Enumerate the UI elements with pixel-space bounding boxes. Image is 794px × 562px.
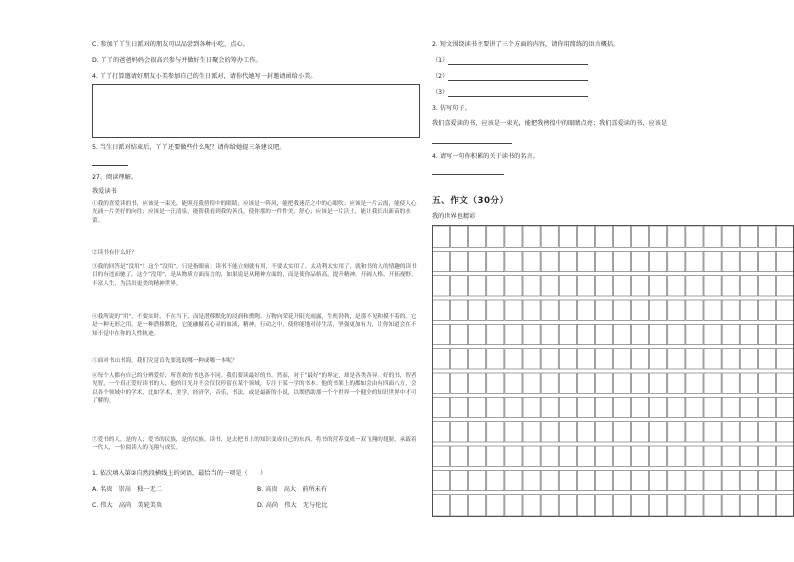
- grid-cell[interactable]: [614, 226, 631, 247]
- grid-cell[interactable]: [632, 226, 649, 247]
- grid-cell[interactable]: [722, 251, 739, 271]
- grid-cell[interactable]: [758, 226, 775, 247]
- grid-cell[interactable]: [541, 349, 558, 369]
- grid-cell[interactable]: [595, 373, 612, 393]
- grid-cell[interactable]: [632, 470, 649, 490]
- answer-line[interactable]: [448, 80, 588, 81]
- grid-cell[interactable]: [722, 324, 739, 344]
- answer-item-2-label: （2）: [432, 73, 449, 80]
- grid-cell[interactable]: [541, 373, 558, 393]
- grid-cell[interactable]: [722, 495, 739, 516]
- grid-cell[interactable]: [704, 470, 721, 490]
- passage-title: 我爱读书: [92, 188, 117, 195]
- grid-cell[interactable]: [487, 251, 504, 271]
- grid-cell[interactable]: [686, 495, 703, 516]
- grid-cell[interactable]: [704, 226, 721, 247]
- grid-cell[interactable]: [758, 276, 775, 296]
- grid-cell[interactable]: [559, 373, 576, 393]
- answer-line[interactable]: [432, 136, 512, 144]
- grid-cell[interactable]: [487, 422, 504, 442]
- grid-cell[interactable]: [722, 276, 739, 296]
- grid-cell[interactable]: [559, 495, 576, 516]
- grid-cell[interactable]: [559, 251, 576, 271]
- grid-cell[interactable]: [469, 397, 486, 417]
- grid-cell[interactable]: [614, 470, 631, 490]
- grid-cell[interactable]: [451, 446, 468, 466]
- grid-cell[interactable]: [469, 422, 486, 442]
- grid-cell[interactable]: [577, 373, 594, 393]
- answer-line[interactable]: [448, 96, 588, 97]
- grid-cell[interactable]: [668, 276, 685, 296]
- grid-cell[interactable]: [614, 397, 631, 417]
- grid-cell[interactable]: [487, 470, 504, 490]
- grid-cell[interactable]: [559, 446, 576, 466]
- grid-cell[interactable]: [577, 422, 594, 442]
- composition-section-title: 五、作文（30分）: [432, 196, 509, 206]
- grid-cell[interactable]: [451, 251, 468, 271]
- grid-cell[interactable]: [541, 251, 558, 271]
- grid-cell[interactable]: [650, 324, 667, 344]
- grid-cell[interactable]: [595, 300, 612, 320]
- grid-cell[interactable]: [650, 276, 667, 296]
- grid-cell[interactable]: [469, 300, 486, 320]
- grid-cell[interactable]: [433, 226, 450, 247]
- grid-cell[interactable]: [650, 397, 667, 417]
- grid-cell[interactable]: [614, 373, 631, 393]
- grid-row[interactable]: [433, 495, 794, 516]
- grid-cell[interactable]: [577, 300, 594, 320]
- passage-paragraph-3: ③我的回答是“没用”！这个“没用”，只是指眼前：读书不能立刻就有用，不要太实用了。太功利太实用了，就和书的人的情趣的读书目的有违而驰了。这个“没用”，是从物质方面而言的，如果说是从精神方面的，而是使你品格高，提升精神、开阔人格、开拓视野、丰富人生，为活出更美的精神世界。: [92, 264, 417, 287]
- grid-cell[interactable]: [577, 251, 594, 271]
- grid-cell[interactable]: [559, 422, 576, 442]
- grid-cell[interactable]: [505, 397, 522, 417]
- grid-cell[interactable]: [595, 470, 612, 490]
- grid-cell[interactable]: [686, 373, 703, 393]
- grid-cell[interactable]: [577, 349, 594, 369]
- grid-cell[interactable]: [740, 470, 757, 490]
- grid-cell[interactable]: [541, 300, 558, 320]
- grid-cell[interactable]: [595, 251, 612, 271]
- grid-cell[interactable]: [541, 324, 558, 344]
- grid-cell[interactable]: [433, 276, 450, 296]
- grid-cell[interactable]: [740, 495, 757, 516]
- grid-cell[interactable]: [650, 470, 667, 490]
- grid-cell[interactable]: [632, 349, 649, 369]
- choice-b[interactable]: B. 高贵 高大 前所未有: [257, 486, 328, 493]
- grid-cell[interactable]: [668, 422, 685, 442]
- grid-cell[interactable]: [523, 251, 540, 271]
- grid-cell[interactable]: [541, 276, 558, 296]
- grid-cell[interactable]: [740, 300, 757, 320]
- grid-cell[interactable]: [740, 349, 757, 369]
- grid-cell[interactable]: [487, 276, 504, 296]
- grid-cell[interactable]: [686, 251, 703, 271]
- grid-cell[interactable]: [469, 324, 486, 344]
- choice-c[interactable]: C. 伟大 高尚 美轮美奂: [92, 502, 163, 509]
- grid-cell[interactable]: [650, 495, 667, 516]
- grid-cell[interactable]: [487, 349, 504, 369]
- grid-cell[interactable]: [577, 470, 594, 490]
- grid-row[interactable]: [433, 446, 794, 466]
- question-3: 3. 仿写句子。: [432, 105, 471, 112]
- grid-cell[interactable]: [740, 226, 757, 247]
- grid-cell[interactable]: [650, 422, 667, 442]
- grid-row[interactable]: [433, 300, 794, 320]
- grid-cell[interactable]: [433, 422, 450, 442]
- grid-cell[interactable]: [469, 470, 486, 490]
- grid-cell[interactable]: [451, 300, 468, 320]
- grid-cell[interactable]: [758, 397, 775, 417]
- grid-cell[interactable]: [740, 446, 757, 466]
- grid-cell[interactable]: [433, 349, 450, 369]
- grid-cell[interactable]: [776, 373, 793, 393]
- grid-cell[interactable]: [704, 397, 721, 417]
- grid-row[interactable]: [433, 324, 794, 344]
- grid-cell[interactable]: [577, 324, 594, 344]
- grid-cell[interactable]: [433, 446, 450, 466]
- grid-cell[interactable]: [595, 397, 612, 417]
- grid-cell[interactable]: [704, 446, 721, 466]
- grid-cell[interactable]: [740, 276, 757, 296]
- grid-cell[interactable]: [722, 446, 739, 466]
- grid-cell[interactable]: [686, 300, 703, 320]
- grid-cell[interactable]: [668, 397, 685, 417]
- composition-grid[interactable]: [432, 225, 794, 517]
- passage-paragraph-6: ⑥每个人都有自己的分辨爱好，所喜欢的书也各不同。我们要读最好的书。然而，对于“最好”的界定，却是各类各异。好的书，智者见智，一个真正爱好读书的人，他的目光并不会仅仅停留在某个领域，专注于某一学的书本。他的书架上的都如会由有四面八方，会以各个领域中的学术，比如学术，美学，经济学，音乐，书法，或是最新的小说，以期借助那一个个世界一个健全的知识世界中才可了解的。: [92, 373, 417, 405]
- grid-cell[interactable]: [758, 300, 775, 320]
- grid-cell[interactable]: [686, 470, 703, 490]
- grid-cell[interactable]: [559, 324, 576, 344]
- grid-cell[interactable]: [632, 251, 649, 271]
- grid-cell[interactable]: [704, 300, 721, 320]
- grid-cell[interactable]: [686, 397, 703, 417]
- grid-cell[interactable]: [595, 276, 612, 296]
- composition-prompt: 我的世界也精彩: [432, 213, 476, 220]
- grid-cell[interactable]: [650, 300, 667, 320]
- grid-cell[interactable]: [433, 397, 450, 417]
- section-27-title: 27、阅读理解。: [92, 174, 137, 181]
- grid-row[interactable]: [433, 422, 794, 442]
- grid-cell[interactable]: [650, 349, 667, 369]
- grid-cell[interactable]: [523, 495, 540, 516]
- grid-cell[interactable]: [505, 251, 522, 271]
- option-d: D. 丫丫的爸爸妈妈会很高兴参与并做好生日聚会的筹办工作。: [92, 57, 262, 64]
- grid-row[interactable]: [433, 470, 794, 490]
- grid-cell[interactable]: [451, 349, 468, 369]
- grid-cell[interactable]: [595, 226, 612, 247]
- grid-cell[interactable]: [776, 349, 793, 369]
- grid-cell[interactable]: [433, 300, 450, 320]
- grid-cell[interactable]: [614, 495, 631, 516]
- grid-cell[interactable]: [704, 349, 721, 369]
- grid-cell[interactable]: [758, 251, 775, 271]
- grid-cell[interactable]: [595, 324, 612, 344]
- grid-cell[interactable]: [668, 251, 685, 271]
- grid-cell[interactable]: [722, 226, 739, 247]
- grid-cell[interactable]: [758, 373, 775, 393]
- grid-cell[interactable]: [451, 226, 468, 247]
- grid-cell[interactable]: [776, 324, 793, 344]
- grid-cell[interactable]: [650, 373, 667, 393]
- passage-paragraph-1: ①我的喜爱读的书，应该是一束光，能照亮我徬徨中的眼睛；应该是一阵风，能把我迷茫之中的心眼吹；应该是一片云霞，能使人心光涌一片美好的向往；应该是一汪清泉，能帮我看到我的善良，使你那的一件件美、舒心；应该是一片沃土，能让我长出新苗的水蕾。: [92, 201, 417, 224]
- grid-cell[interactable]: [776, 276, 793, 296]
- grid-cell[interactable]: [541, 397, 558, 417]
- grid-cell[interactable]: [541, 495, 558, 516]
- grid-cell[interactable]: [577, 446, 594, 466]
- grid-cell[interactable]: [487, 373, 504, 393]
- answer-item-2[interactable]: [432, 73, 588, 81]
- grid-row[interactable]: [433, 251, 794, 271]
- grid-cell[interactable]: [577, 397, 594, 417]
- grid-cell[interactable]: [776, 470, 793, 490]
- answer-line[interactable]: [92, 158, 128, 166]
- grid-cell[interactable]: [559, 300, 576, 320]
- grid-cell[interactable]: [614, 276, 631, 296]
- grid-cell[interactable]: [505, 446, 522, 466]
- grid-cell[interactable]: [487, 397, 504, 417]
- grid-cell[interactable]: [523, 470, 540, 490]
- question-1: 1. 依次填入第②自然段横线上的词语，最恰当的一项是（ ）: [92, 470, 267, 477]
- answer-line[interactable]: [448, 64, 588, 65]
- grid-cell[interactable]: [704, 495, 721, 516]
- question-2: 2. 短文围绕读书主要讲了三个方面的内容，请你用简练的语言概括。: [432, 41, 620, 48]
- grid-cell[interactable]: [632, 276, 649, 296]
- grid-cell[interactable]: [433, 324, 450, 344]
- grid-cell[interactable]: [523, 276, 540, 296]
- grid-cell[interactable]: [523, 349, 540, 369]
- grid-cell[interactable]: [722, 373, 739, 393]
- grid-cell[interactable]: [704, 373, 721, 393]
- grid-cell[interactable]: [595, 446, 612, 466]
- grid-cell[interactable]: [632, 300, 649, 320]
- grid-cell[interactable]: [523, 397, 540, 417]
- grid-cell[interactable]: [505, 226, 522, 247]
- grid-cell[interactable]: [740, 397, 757, 417]
- grid-cell[interactable]: [614, 300, 631, 320]
- grid-cell[interactable]: [776, 300, 793, 320]
- grid-cell[interactable]: [686, 349, 703, 369]
- passage-paragraph-4: ④我所说的“用”，不要实时，不在当下，而是潜移默化的浸润和熏陶。万物向荣花开阳光雨露，生机勃勃，是那不见和摸不着的。它是一种无形之用，是一种潜移默化，它能融摄着心灵的血液，精神，行动之中，使你能地对待生活，坚强更加有力，让你知道会在不知不觉中在你的人性轨迹。: [92, 314, 417, 337]
- grid-cell[interactable]: [668, 349, 685, 369]
- grid-cell[interactable]: [668, 470, 685, 490]
- grid-cell[interactable]: [650, 446, 667, 466]
- grid-cell[interactable]: [559, 470, 576, 490]
- grid-row[interactable]: [433, 397, 794, 417]
- grid-cell[interactable]: [523, 300, 540, 320]
- answer-line[interactable]: [432, 167, 504, 175]
- grid-cell[interactable]: [686, 226, 703, 247]
- grid-cell[interactable]: [559, 276, 576, 296]
- grid-cell[interactable]: [451, 373, 468, 393]
- grid-cell[interactable]: [541, 226, 558, 247]
- grid-cell[interactable]: [487, 226, 504, 247]
- grid-cell[interactable]: [595, 495, 612, 516]
- grid-cell[interactable]: [433, 470, 450, 490]
- grid-cell[interactable]: [632, 397, 649, 417]
- choice-a[interactable]: A. 名贵 崇高 独一无二: [92, 486, 162, 493]
- grid-cell[interactable]: [722, 397, 739, 417]
- grid-cell[interactable]: [559, 397, 576, 417]
- grid-cell[interactable]: [505, 349, 522, 369]
- grid-cell[interactable]: [740, 373, 757, 393]
- option-c: C. 参加丫丫生日派对的朋友可以品尝到各种小吃、点心。: [92, 41, 249, 48]
- grid-cell[interactable]: [758, 422, 775, 442]
- grid-cell[interactable]: [523, 422, 540, 442]
- question-4-invitation: 4. 丫丫打算邀请好朋友小美参加自己的生日派对，请你代她写一封邀请函给小美。: [92, 73, 317, 80]
- grid-cell[interactable]: [614, 349, 631, 369]
- grid-row[interactable]: [433, 226, 794, 247]
- grid-cell[interactable]: [451, 324, 468, 344]
- grid-cell[interactable]: [776, 446, 793, 466]
- grid-cell[interactable]: [433, 495, 450, 516]
- grid-cell[interactable]: [523, 373, 540, 393]
- grid-cell[interactable]: [469, 446, 486, 466]
- answer-item-3-label: （3）: [432, 89, 449, 96]
- grid-cell[interactable]: [469, 276, 486, 296]
- grid-row[interactable]: [433, 349, 794, 369]
- grid-cell[interactable]: [505, 324, 522, 344]
- grid-cell[interactable]: [487, 324, 504, 344]
- answer-item-3[interactable]: [432, 89, 588, 97]
- grid-row[interactable]: [433, 276, 794, 296]
- grid-cell[interactable]: [758, 470, 775, 490]
- question-3-sentence: 我们喜爱读的书，应该是一束光，能把我徬徨中的眼睛点亮；我们喜爱读的书，应该是: [432, 120, 668, 127]
- grid-cell[interactable]: [758, 495, 775, 516]
- grid-cell[interactable]: [523, 446, 540, 466]
- grid-cell[interactable]: [541, 422, 558, 442]
- grid-cell[interactable]: [740, 251, 757, 271]
- passage-paragraph-5: ⑤面对书山书海，我们究竟首先要选取哪一种或哪一本呢？: [92, 358, 238, 364]
- grid-cell[interactable]: [451, 422, 468, 442]
- question-4-quote: 4. 请写一句你积累的关于读书的名言。: [432, 153, 539, 160]
- grid-cell[interactable]: [505, 422, 522, 442]
- grid-cell[interactable]: [758, 349, 775, 369]
- grid-cell[interactable]: [433, 251, 450, 271]
- grid-cell[interactable]: [469, 251, 486, 271]
- grid-cell[interactable]: [704, 276, 721, 296]
- grid-cell[interactable]: [758, 324, 775, 344]
- grid-cell[interactable]: [451, 397, 468, 417]
- grid-cell[interactable]: [668, 324, 685, 344]
- answer-item-1[interactable]: [432, 57, 588, 65]
- grid-cell[interactable]: [577, 276, 594, 296]
- grid-cell[interactable]: [614, 251, 631, 271]
- grid-cell[interactable]: [632, 373, 649, 393]
- grid-cell[interactable]: [505, 276, 522, 296]
- grid-cell[interactable]: [722, 300, 739, 320]
- choice-d[interactable]: D. 高尚 伟大 无与伦比: [257, 502, 328, 509]
- grid-cell[interactable]: [577, 495, 594, 516]
- grid-cell[interactable]: [632, 324, 649, 344]
- grid-cell[interactable]: [451, 276, 468, 296]
- answer-box[interactable]: [92, 84, 420, 138]
- grid-cell[interactable]: [487, 446, 504, 466]
- grid-cell[interactable]: [686, 276, 703, 296]
- grid-cell[interactable]: [469, 495, 486, 516]
- grid-cell[interactable]: [505, 495, 522, 516]
- grid-cell[interactable]: [776, 495, 793, 516]
- grid-cell[interactable]: [595, 349, 612, 369]
- grid-cell[interactable]: [433, 373, 450, 393]
- grid-cell[interactable]: [722, 470, 739, 490]
- grid-cell[interactable]: [523, 324, 540, 344]
- grid-cell[interactable]: [541, 446, 558, 466]
- grid-cell[interactable]: [505, 470, 522, 490]
- grid-cell[interactable]: [650, 251, 667, 271]
- grid-cell[interactable]: [740, 422, 757, 442]
- grid-cell[interactable]: [776, 422, 793, 442]
- question-5-suggestions: 5. 当生日派对结束后，丫丫还要做些什么呢？请你给她提三条建议吧。: [92, 144, 286, 151]
- grid-cell[interactable]: [559, 226, 576, 247]
- grid-cell[interactable]: [650, 226, 667, 247]
- grid-cell[interactable]: [740, 324, 757, 344]
- grid-cell[interactable]: [614, 446, 631, 466]
- grid-cell[interactable]: [668, 446, 685, 466]
- grid-cell[interactable]: [776, 226, 793, 247]
- passage-paragraph-2: ②读书有什么好？: [92, 250, 137, 256]
- grid-cell[interactable]: [668, 226, 685, 247]
- grid-cell[interactable]: [776, 251, 793, 271]
- grid-cell[interactable]: [505, 373, 522, 393]
- grid-cell[interactable]: [487, 300, 504, 320]
- grid-cell[interactable]: [469, 349, 486, 369]
- grid-cell[interactable]: [776, 397, 793, 417]
- grid-cell[interactable]: [704, 422, 721, 442]
- grid-cell[interactable]: [614, 422, 631, 442]
- grid-cell[interactable]: [686, 422, 703, 442]
- grid-cell[interactable]: [722, 422, 739, 442]
- grid-cell[interactable]: [577, 226, 594, 247]
- grid-cell[interactable]: [686, 446, 703, 466]
- grid-cell[interactable]: [668, 300, 685, 320]
- grid-cell[interactable]: [451, 495, 468, 516]
- grid-cell[interactable]: [614, 324, 631, 344]
- grid-cell[interactable]: [505, 300, 522, 320]
- answer-item-1-label: （1）: [432, 57, 449, 64]
- grid-cell[interactable]: [668, 495, 685, 516]
- grid-cell[interactable]: [758, 446, 775, 466]
- grid-cell[interactable]: [686, 324, 703, 344]
- grid-cell[interactable]: [632, 446, 649, 466]
- grid-cell[interactable]: [632, 422, 649, 442]
- grid-cell[interactable]: [668, 373, 685, 393]
- grid-cell[interactable]: [451, 470, 468, 490]
- grid-row[interactable]: [433, 373, 794, 393]
- grid-cell[interactable]: [704, 251, 721, 271]
- grid-cell[interactable]: [541, 470, 558, 490]
- grid-cell[interactable]: [487, 495, 504, 516]
- passage-paragraph-7: ⑦爱书的人，是的人；爱书的民族，是的民族。读书，是去把书上的知识变成自己的东西，将书的营养变成一双飞翔的翅膀，承载着一代人，一位阅读人的飞翔与成长。: [92, 437, 417, 452]
- grid-cell[interactable]: [595, 422, 612, 442]
- grid-cell[interactable]: [469, 373, 486, 393]
- grid-cell[interactable]: [523, 226, 540, 247]
- grid-cell[interactable]: [632, 495, 649, 516]
- grid-cell[interactable]: [722, 349, 739, 369]
- grid-cell[interactable]: [704, 324, 721, 344]
- grid-cell[interactable]: [559, 349, 576, 369]
- grid-cell[interactable]: [469, 226, 486, 247]
